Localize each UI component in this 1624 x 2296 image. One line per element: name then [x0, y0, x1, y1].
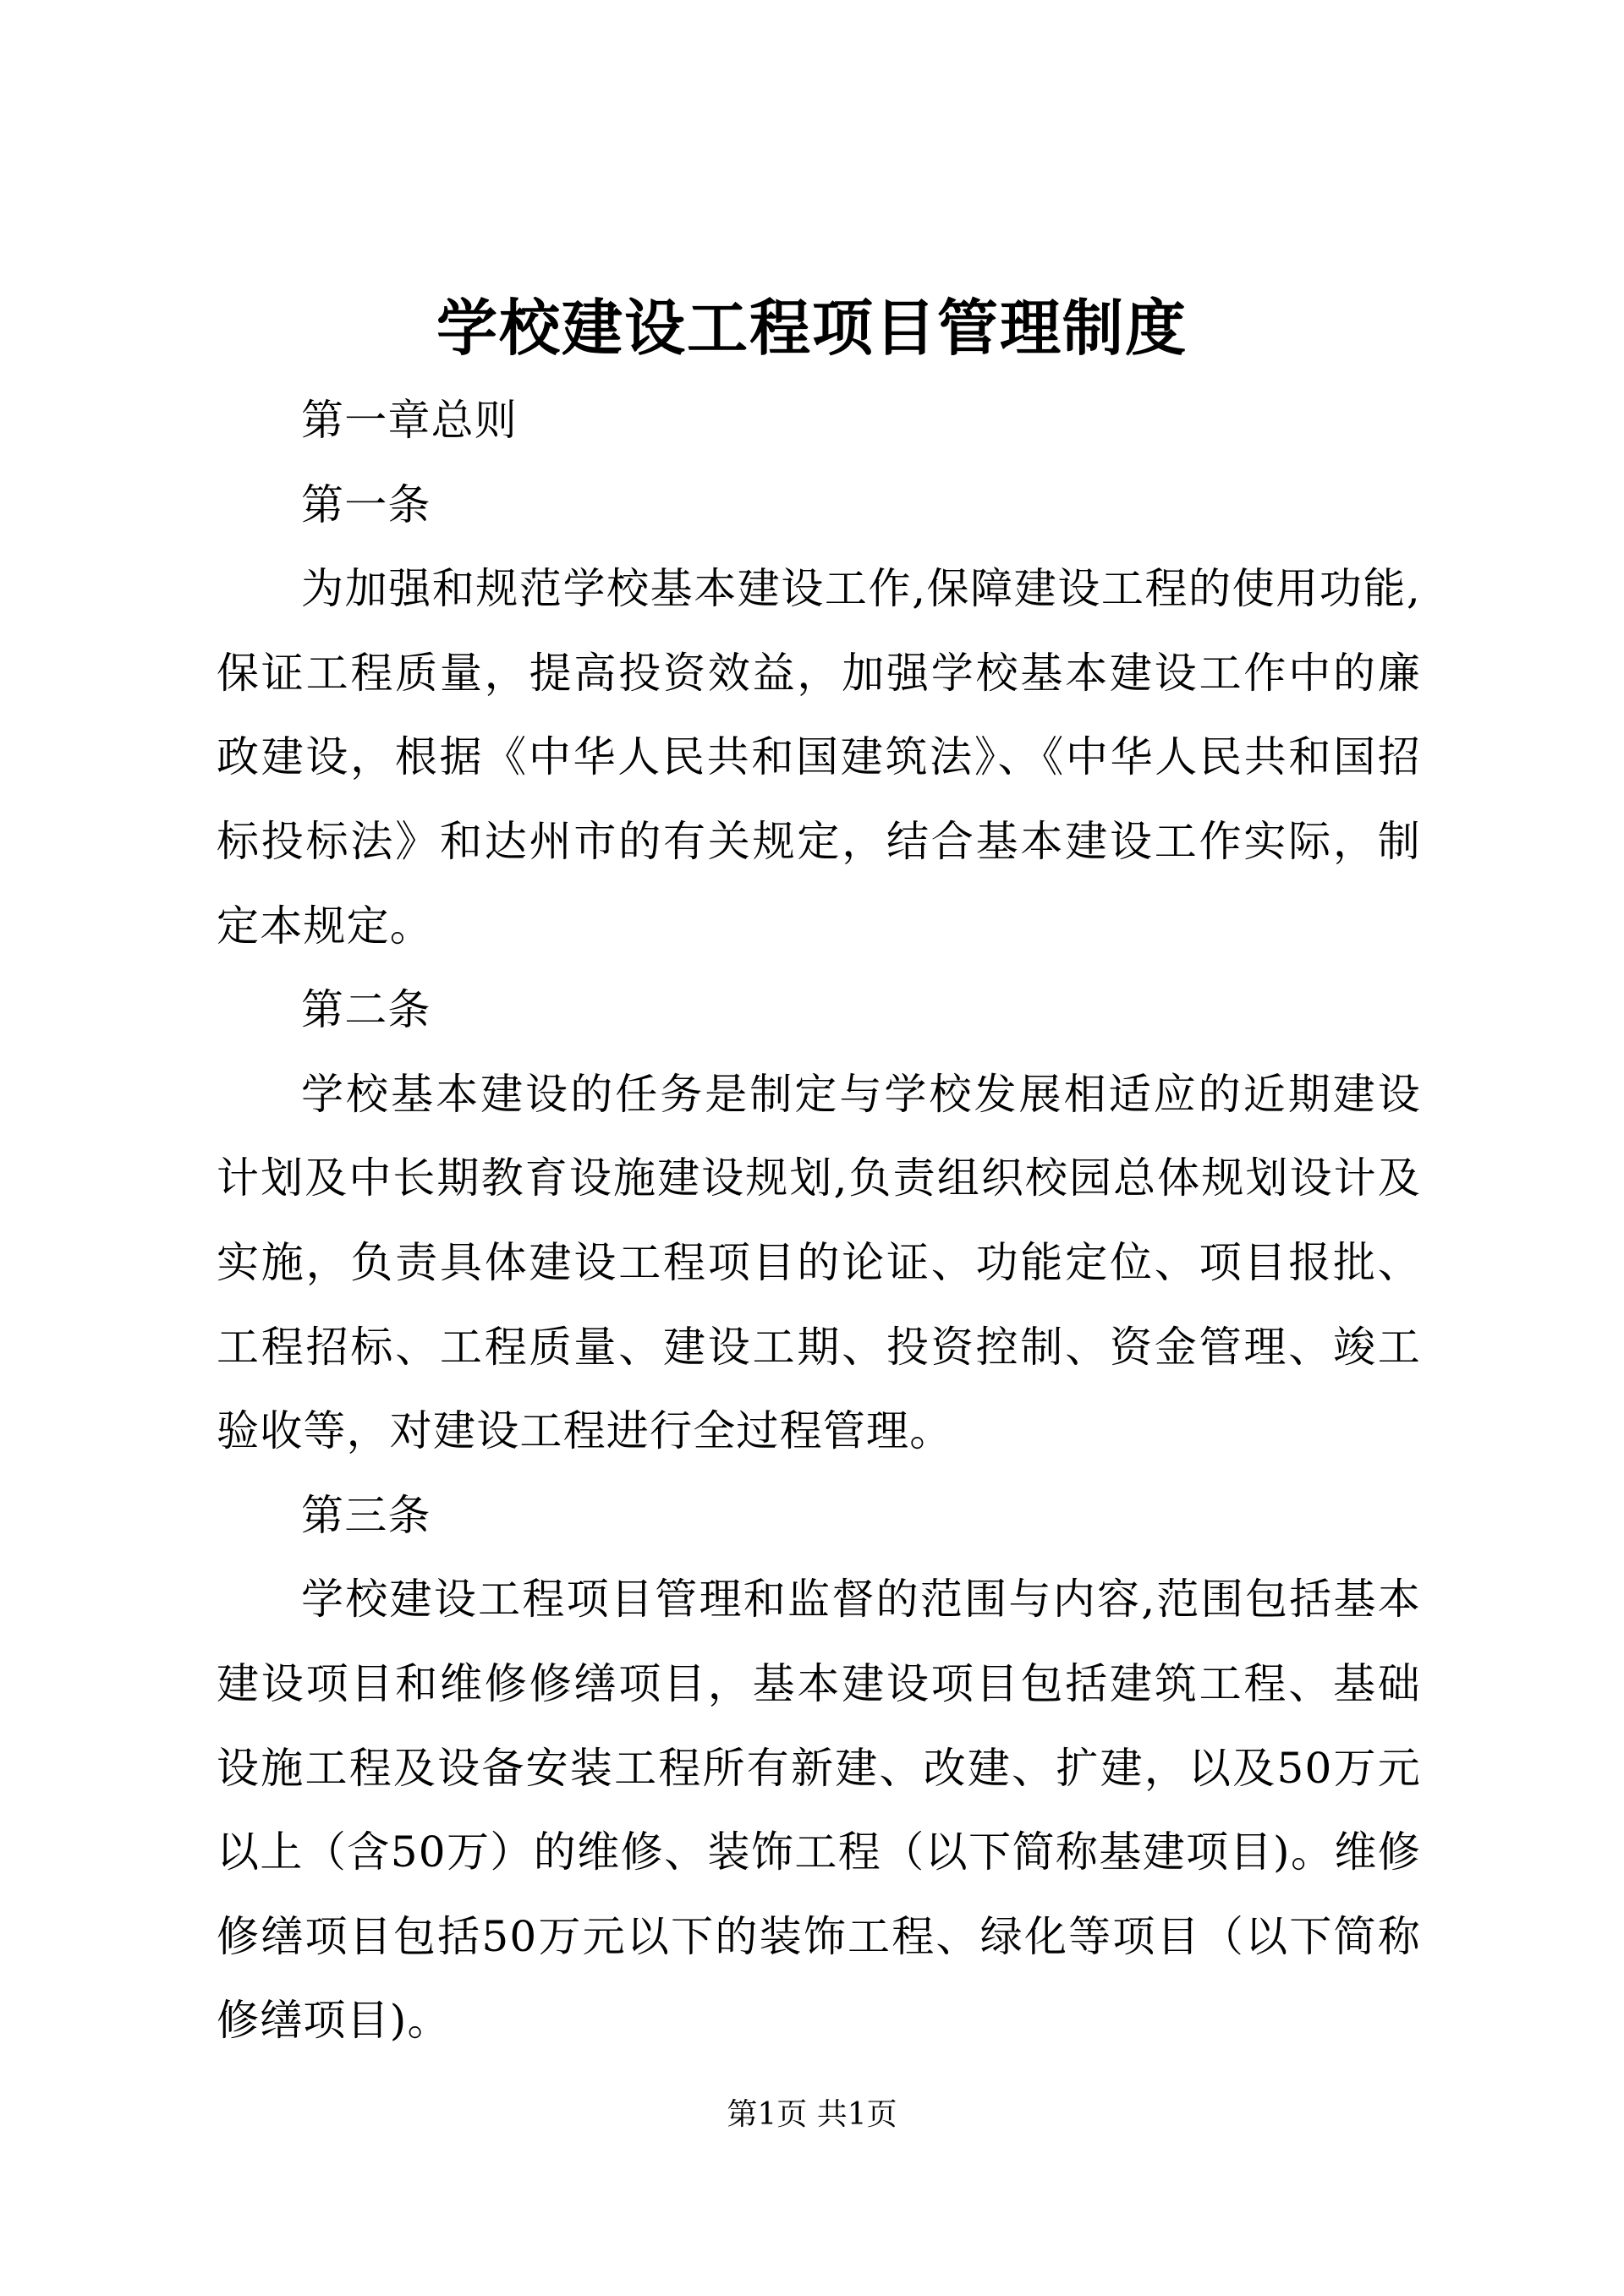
article-heading: 第二条: [301, 985, 431, 1035]
article-paragraph: 学校基本建设的任务是制定与学校发展相适应的近期建设计划及中长期教育设施建设规划,负责组织校园总体规划设计及实施，负责具体建设工程项目的论证、功能定位、项目报批、工程招标、工程质量、建设工期、投资控制、资金管理、竣工验收等，对建设工程进行全过程管理。: [217, 1069, 1421, 1456]
article-heading: 第一条: [301, 479, 431, 529]
chapter-heading: 第一章总则: [301, 396, 518, 445]
page-number-footer: 第1页 共1页: [727, 2097, 897, 2132]
article-paragraph: 学校建设工程项目管理和监督的范围与内容,范围包括基本建设项目和维修修缮项目，基本建设项目包括建筑工程、基础设施工程及设备安装工程所有新建、改建、扩建，以及50万元以上（含50万）的维修、装饰工程（以下简称基建项目)。维修修缮项目包括50万元以下的装饰工程、绿化等项目（以下简称修缮项目)。: [217, 1575, 1421, 2046]
document-title: 学校建设工程项目管理制度: [436, 292, 1188, 364]
document-body: [217, 379, 1421, 2063]
article-heading: 第三条: [301, 1490, 431, 1540]
article-paragraph: 为加强和规范学校基本建设工作,保障建设工程的使用功能,保证工程质量，提高投资效益，加强学校基本建设工作中的廉政建设，根据《中华人民共和国建筑法》、《中华人民共和国招标投标法》和达州市的有关规定，结合基本建设工作实际，制定本规定。: [217, 564, 1421, 951]
